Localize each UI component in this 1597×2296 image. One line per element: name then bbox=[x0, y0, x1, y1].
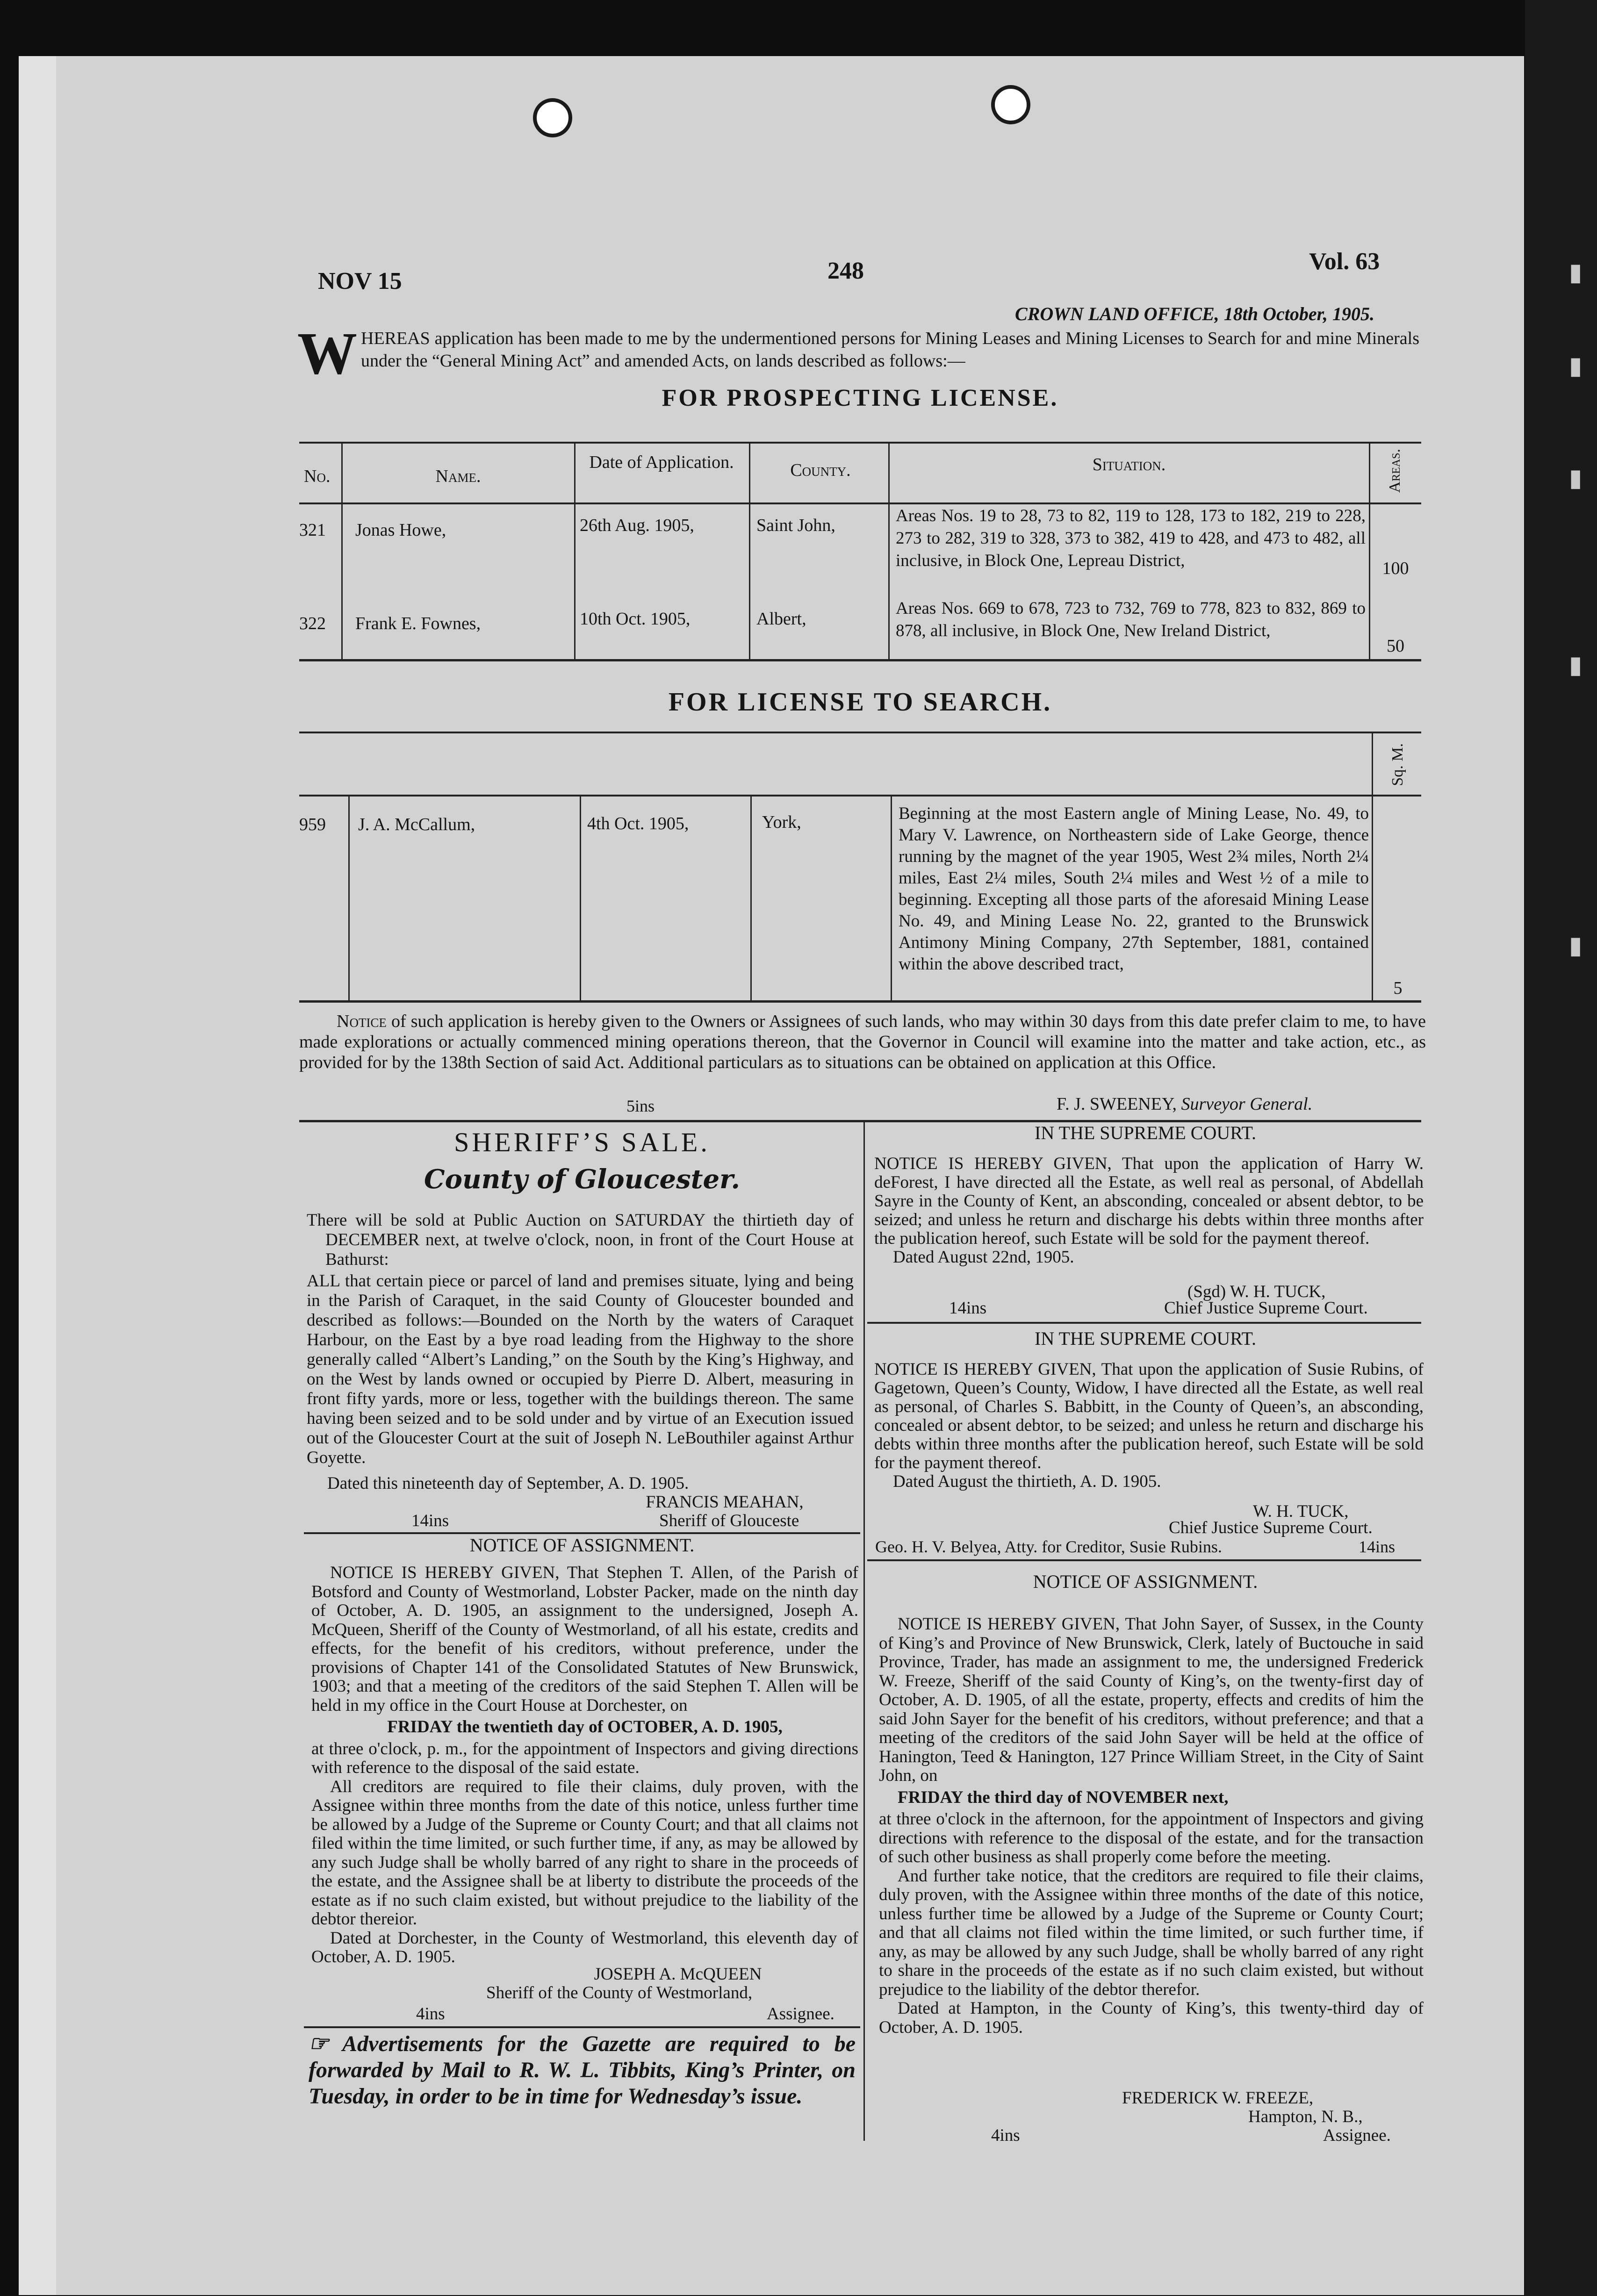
assign2-name: FREDERICK W. FREEZE, bbox=[1122, 2088, 1314, 2108]
row-322-areas: 50 bbox=[1387, 636, 1404, 656]
assign2-p1: NOTICE IS HEREBY GIVEN, That John Sayer, of Sussex, in the County of King’s and Province of New Brunswick, Clerk, lately of Buctouche in said Province, Trader, has made an assignment to me, the undersigned Frederick W. Freeze, Sheriff of the said County of King’s, on the twenty-first day of October, A. D. 1905, of all the estate, property, effects and credits of him the said John Sayer for the benefit of his creditors, without preference; and that a meeting of the creditors of the said John Sayer will be held at the office of Hanington, Teed & Hanington, 127 Prince William Street, in the City of Saint John, on bbox=[879, 1614, 1424, 1785]
assign2-friday: FRIDAY the third day of NOVEMBER next, bbox=[898, 1787, 1229, 1807]
assign1-name: JOSEPH A. McQUEEN bbox=[594, 1965, 762, 1984]
assign1-body bbox=[311, 1564, 858, 1967]
assign1-title: NOTICE OF ASSIGNMENT. bbox=[469, 1535, 695, 1556]
assign2-p3: And further take notice, that the creditors are required to file their claims, duly proven, with the Assignee within three months of the date of this notice, unless further time be allowed by a Judge of the Supreme or County Court; and that all claims not filed within the time limited, or such further time, if any, as may be allowed by any such Judge, shall be wholly barred of any right to share in the proceeds of the estate as if no such claim existed, but without prejudice to the liability of the debtor therefor. bbox=[879, 1866, 1424, 1999]
issue-date: NOV 15 bbox=[318, 268, 402, 294]
section-rule bbox=[867, 1322, 1421, 1324]
prospecting-title: FOR PROSPECTING LICENSE. bbox=[662, 385, 1059, 411]
row-959-situation: Beginning at the most Eastern angle of Mining Lease, No. 49, to Mary V. Lawrence, on Northeastern side of Lake George, thence running by the magnet of the year 1905, West 2¾ miles, North 2¼ miles, East 2¼ miles, South 2¼ miles and West ½ of a mile to beginning. Excepting all those parts of the aforesaid Mining Lease No. 49, and Mining Lease No. 22, granted to the Brunswick Antimony Mining Company, 27th September, 1881, contained within the above described tract, bbox=[899, 804, 1369, 974]
row-321-no: 321 bbox=[299, 520, 326, 540]
assign1-dated: Dated at Dorchester, in the County of Westmorland, this eleventh day of October, A. D. 1905. bbox=[311, 1928, 858, 1966]
court1-p1: NOTICE IS HEREBY GIVEN, That upon the application of Harry W. deForest, I have directed all the Estate, as well real as personal, of Abdellah Sayre in the County of Kent, an absconding, concealed or absent debtor, to be seized; and unless he return and discharge his debts within three months after the publication hereof, such Estate will be sold for the payment thereof. bbox=[874, 1154, 1424, 1248]
sheriff-county: County of Gloucester. bbox=[424, 1164, 740, 1195]
court1-sign-title: Chief Justice Supreme Court. bbox=[1164, 1299, 1368, 1318]
court1-dated: Dated August 22nd, 1905. bbox=[893, 1248, 1074, 1267]
court1-body bbox=[874, 1155, 1424, 1267]
column-rule bbox=[863, 1122, 865, 2141]
row-959-date: 4th Oct. 1905, bbox=[587, 814, 689, 833]
assign2-assignee: Assignee. bbox=[1323, 2126, 1391, 2145]
court1-sign: (Sgd) W. H. TUCK, bbox=[1187, 1282, 1326, 1301]
search-title: FOR LICENSE TO SEARCH. bbox=[668, 688, 1052, 717]
page-number: 248 bbox=[827, 258, 864, 284]
assign2-ins: 4ins bbox=[991, 2126, 1020, 2145]
assign1-friday: FRIDAY the twentieth day of OCTOBER, A. D. 1905, bbox=[387, 1717, 783, 1736]
office-dateline: CROWN LAND OFFICE, 18th October, 1905. bbox=[1015, 303, 1374, 324]
table-rule bbox=[750, 795, 752, 1000]
assign1-ins: 4ins bbox=[416, 2004, 445, 2023]
assign1-name-title: Sheriff of the County of Westmorland, bbox=[486, 1983, 753, 2002]
assign1-p1: NOTICE IS HEREBY GIVEN, That Stephen T. Allen, of the Parish of Botsford and County of Westmorland, Lobster Packer, made on the ninth day of October, A. D. 1905, an assignment to the undersigned, Joseph A. McQueen, Sheriff of the County of Westmorland, of all his estate, credits and effects, for the benefit of his creditors, without preference, under the provisions of Chapter 141 of the Consolidated Statutes of New Brunswick, 1903; and that a meeting of the creditors of the said Stephen T. Allen will be held in my office in the Court House at Dorchester, on bbox=[311, 1563, 858, 1715]
row-321-date: 26th Aug. 1905, bbox=[580, 516, 694, 535]
sheriff-dated: Dated this nineteenth day of September, A. D. 1905. bbox=[327, 1474, 689, 1493]
drop-cap: W bbox=[297, 320, 357, 387]
table-rule bbox=[299, 1000, 1421, 1003]
row-322-date: 10th Oct. 1905, bbox=[580, 609, 691, 629]
col-name: Name. bbox=[435, 466, 481, 486]
section-rule bbox=[867, 1559, 1421, 1561]
row-321-situation: Areas Nos. 19 to 28, 73 to 82, 119 to 128, 173 to 182, 219 to 228, 273 to 282, 319 to 328, 373 to 382, 419 to 428, and 473 to 482, all inclusive, in Block One, Lepreau District, bbox=[896, 506, 1366, 570]
court2-atty: Geo. H. V. Belyea, Atty. for Creditor, Susie Rubins. bbox=[875, 1537, 1222, 1556]
court1-title: IN THE SUPREME COURT. bbox=[1035, 1122, 1256, 1143]
sheriff-p2-text: ALL that certain piece or parcel of land and premises situate, lying and being in the Parish of Caraquet, in the said County of Gloucester bounded and described as follows:—Bounded on the North by the waters of Caraquet Harbour, on the East by a bye road leading from the Highway to the shore generally called “Albert’s Landing,” on the South by the King’s Highway, and on the West by lands owned or occupied by Pierre D. Albert, measuring in front fifty yards, more or less, together with the buildings thereon. The same having been seized and to be sold under and by virtue of an Execution issued out of the Gloucester Court at the suit of Joseph N. LeBouthiler against Arthur Goyette. bbox=[307, 1271, 854, 1467]
assign2-dated: Dated at Hampton, in the County of King’s, this twenty-third day of October, A. D. 1905. bbox=[879, 1999, 1424, 2037]
row-959-county: York, bbox=[762, 812, 801, 832]
sheriff-p2 bbox=[307, 1271, 854, 1468]
assign2-body bbox=[879, 1615, 1424, 2037]
row-959-name: J. A. McCallum, bbox=[358, 815, 475, 834]
table-rule bbox=[888, 442, 890, 659]
col-no: No. bbox=[304, 466, 331, 486]
table-rule bbox=[574, 442, 575, 659]
notice-text: of such application is hereby given to the Owners or Assignees of such lands, who may within 30 days from this date prefer claim to me, to have made explorations or actually commenced mining operations thereon, that the Governor in Council will examine into the matter and take action, etc., as provided for by the 138th Section of said Act. Additional particulars as to situations can be obtained on application at this Office. bbox=[299, 1012, 1426, 1072]
assign1-assignee: Assignee. bbox=[767, 2004, 834, 2023]
row-322-situation: Areas Nos. 669 to 678, 723 to 732, 769 to 778, 823 to 832, 869 to 878, all inclusive, in Block One, New Ireland District, bbox=[896, 599, 1366, 640]
table-rule bbox=[1372, 732, 1373, 1000]
court2-sign: W. H. TUCK, bbox=[1253, 1502, 1349, 1521]
row-321-name: Jonas Howe, bbox=[355, 520, 446, 540]
row-321-areas: 100 bbox=[1382, 559, 1409, 578]
punch-hole-right bbox=[991, 85, 1030, 124]
signer-title: Surveyor General. bbox=[1181, 1094, 1313, 1114]
row-321-county: Saint John, bbox=[756, 516, 835, 535]
court2-sign-title: Chief Justice Supreme Court. bbox=[1169, 1518, 1373, 1537]
col-sq-miles: Sq. M. bbox=[1389, 743, 1406, 786]
crown-signer bbox=[1057, 1093, 1312, 1115]
table-rule bbox=[1369, 442, 1370, 659]
assign2-place: Hampton, N. B., bbox=[1248, 2107, 1363, 2126]
page-left-margin bbox=[19, 56, 56, 2295]
court2-p1: NOTICE IS HEREBY GIVEN, That upon the application of Susie Rubins, of Gagetown, Queen’s County, Widow, I have directed all the Estate, as well real as personal, of Charles S. Babbitt, in the County of Queen’s, an absconding, concealed or absent debtor, to be seized; and unless he return and discharge his debts within three months after the publication hereof, such Estate will be sold for the payment thereof. bbox=[874, 1360, 1424, 1472]
table-rule bbox=[749, 442, 750, 659]
sheriff-name: FRANCIS MEAHAN, bbox=[646, 1492, 804, 1512]
assign2-title: NOTICE OF ASSIGNMENT. bbox=[1033, 1571, 1258, 1592]
court2-dated: Dated August the thirtieth, A. D. 1905. bbox=[893, 1472, 1161, 1491]
row-959-sq: 5 bbox=[1393, 978, 1403, 998]
col-date: Date of Application. bbox=[589, 452, 734, 472]
court2-body bbox=[874, 1360, 1424, 1491]
table-rule bbox=[348, 795, 350, 1000]
notice-lead: Notice bbox=[337, 1012, 387, 1031]
table-rule bbox=[299, 502, 1421, 504]
row-959-no: 959 bbox=[299, 815, 326, 834]
sheriff-title: SHERIFF’S SALE. bbox=[454, 1127, 710, 1157]
assign1-p3: All creditors are required to file their claims, duly proven, with the Assignee within three months from the date of this notice, unless further time be allowed by a Judge of the Supreme or County Court; and that all claims not filed within the time limited, or such further time, if any, as may be allowed by any such Judge shall be wholly barred of any right to share in the proceeds of the estate, and the Assignee shall be at liberty to distribute the proceeds of the estate as if no such claim existed, but without prejudice to the liability of the debtor thereior. bbox=[311, 1777, 858, 1929]
table-rule bbox=[299, 732, 1421, 733]
sheriff-p1-text: There will be sold at Public Auction on SATURDAY the thirtieth day of DECEMBER next, at twelve o'clock, noon, in front of the Court House at Bathurst: bbox=[307, 1211, 854, 1269]
sheriff-p1 bbox=[307, 1211, 854, 1270]
assign2-p2: at three o'clock in the afternoon, for the appointment of Inspectors and giving directions with reference to the disposal of the estate, and for the transaction of such other business as shall properly come before the meeting. bbox=[879, 1809, 1424, 1866]
binding-edge: ▮ ▮ ▮ ▮ ▮ bbox=[1525, 0, 1597, 2296]
col-areas: Areas. bbox=[1386, 449, 1403, 493]
volume-number: Vol. 63 bbox=[1309, 248, 1380, 275]
col-county: County. bbox=[790, 460, 851, 480]
table-rule bbox=[299, 659, 1421, 661]
ad-notice: ☞ Advertisements for the Gazette are required to be forwarded by Mail to R. W. L. Tibbits, King’s Printer, on Tuesday, in order to be in time for Wednesday’s issue. bbox=[309, 2031, 856, 2109]
court1-ins: 14ins bbox=[949, 1299, 987, 1318]
table-rule bbox=[299, 442, 1421, 444]
section-rule bbox=[304, 2026, 860, 2028]
assign1-p2: at three o'clock, p. m., for the appointment of Inspectors and giving directions with reference to the disposal of the said estate. bbox=[311, 1739, 858, 1777]
row-322-county: Albert, bbox=[756, 609, 806, 629]
crown-intro-text: HEREAS application has been made to me by the undermentioned persons for Mining Leases and Mining Licenses to Search for and mine Minerals under the “General Mining Act” and amended Acts, on lands described as follows:— bbox=[361, 329, 1419, 371]
table-rule bbox=[299, 795, 1421, 796]
signer-name: F. J. SWEENEY, bbox=[1057, 1094, 1177, 1114]
sheriff-name-title: Sheriff of Glouceste bbox=[659, 1511, 799, 1530]
table-rule bbox=[580, 795, 581, 1000]
table-rule bbox=[341, 442, 343, 659]
table-rule bbox=[891, 795, 892, 1000]
crown-ins: 5ins bbox=[626, 1097, 655, 1115]
row-322-no: 322 bbox=[299, 614, 326, 633]
col-situation: Situation. bbox=[1092, 455, 1166, 474]
crown-notice bbox=[299, 1011, 1426, 1073]
crown-intro bbox=[297, 320, 1419, 387]
sheriff-ins: 14ins bbox=[411, 1511, 449, 1530]
punch-hole-left bbox=[533, 98, 572, 137]
court2-ins: 14ins bbox=[1359, 1537, 1396, 1556]
row-322-name: Frank E. Fownes, bbox=[355, 614, 481, 633]
court2-title: IN THE SUPREME COURT. bbox=[1035, 1328, 1256, 1349]
